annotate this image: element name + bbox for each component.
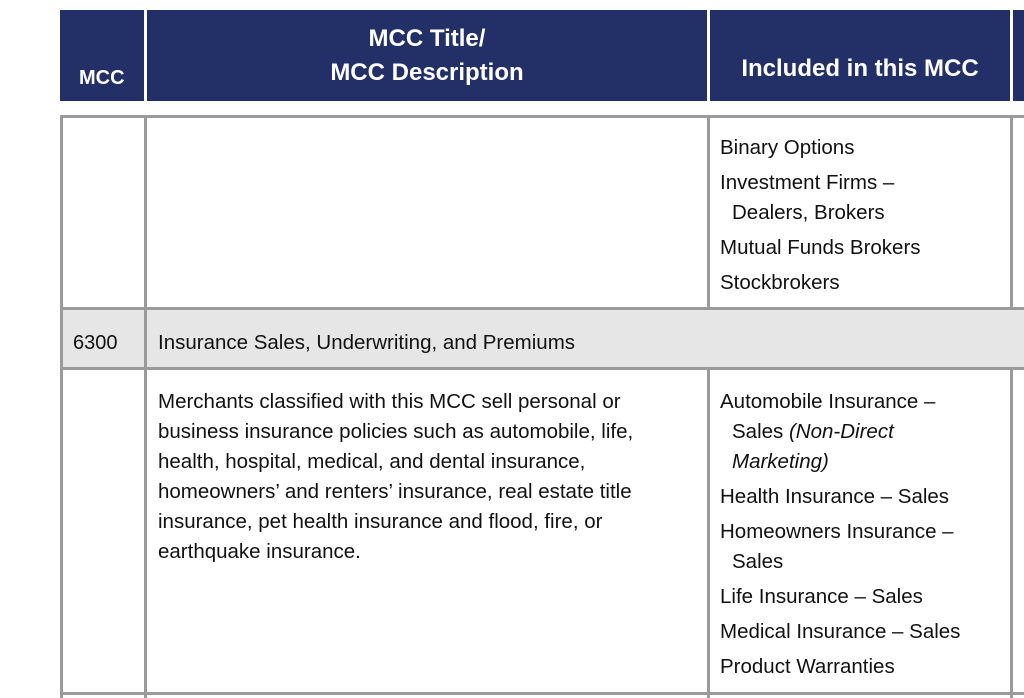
column-border bbox=[60, 115, 63, 698]
mcc-description bbox=[158, 387, 633, 567]
description-line: insurance, pet health insurance and flood, fire, or bbox=[158, 510, 603, 533]
description-line: homeowners’ and renters’ insurance, real estate title bbox=[158, 480, 632, 503]
mcc-included-list bbox=[720, 387, 960, 687]
list-item: Binary Options bbox=[720, 136, 855, 159]
column-border bbox=[1010, 367, 1013, 698]
prev-row-included bbox=[720, 133, 921, 303]
row-border bbox=[60, 367, 1024, 370]
row-border bbox=[60, 692, 1024, 695]
header-included bbox=[710, 10, 1010, 101]
column-border bbox=[707, 115, 710, 310]
row-border bbox=[60, 307, 1024, 310]
description-line: Merchants classified with this MCC sell personal or bbox=[158, 390, 621, 413]
mcc-title: Insurance Sales, Underwriting, and Premiums bbox=[158, 331, 576, 354]
list-item: Investment Firms – Dealers, Brokers bbox=[720, 171, 895, 224]
description-line: business insurance policies such as automobile, life, bbox=[158, 420, 634, 443]
mcc-code: 6300 bbox=[73, 332, 118, 354]
list-item: Product Warranties bbox=[720, 655, 895, 678]
list-item: Mutual Funds Brokers bbox=[720, 236, 921, 259]
description-line: health, hospital, medical, and dental insurance, bbox=[158, 450, 586, 473]
column-border bbox=[707, 367, 710, 698]
list-item: Medical Insurance – Sales bbox=[720, 620, 961, 643]
header-next-column bbox=[1013, 10, 1024, 101]
column-border bbox=[1010, 115, 1013, 310]
description-line: earthquake insurance. bbox=[158, 540, 361, 563]
header-title-line1: MCC Title/ bbox=[368, 25, 486, 52]
header-title-line2: MCC Description bbox=[330, 59, 524, 86]
list-item: Health Insurance – Sales bbox=[720, 485, 950, 508]
header-mcc bbox=[60, 10, 144, 101]
header-included-label: Included in this MCC bbox=[741, 55, 979, 82]
column-border bbox=[144, 115, 147, 698]
row-border bbox=[60, 115, 1024, 118]
list-item: Stockbrokers bbox=[720, 271, 840, 294]
list-item: Automobile Insurance – Sales (Non-Direct Marketing) bbox=[720, 390, 936, 473]
header-title bbox=[147, 10, 707, 101]
list-item: Life Insurance – Sales bbox=[720, 585, 923, 608]
header-mcc-label: MCC bbox=[79, 67, 125, 89]
list-item: Homeowners Insurance – Sales bbox=[720, 520, 954, 573]
